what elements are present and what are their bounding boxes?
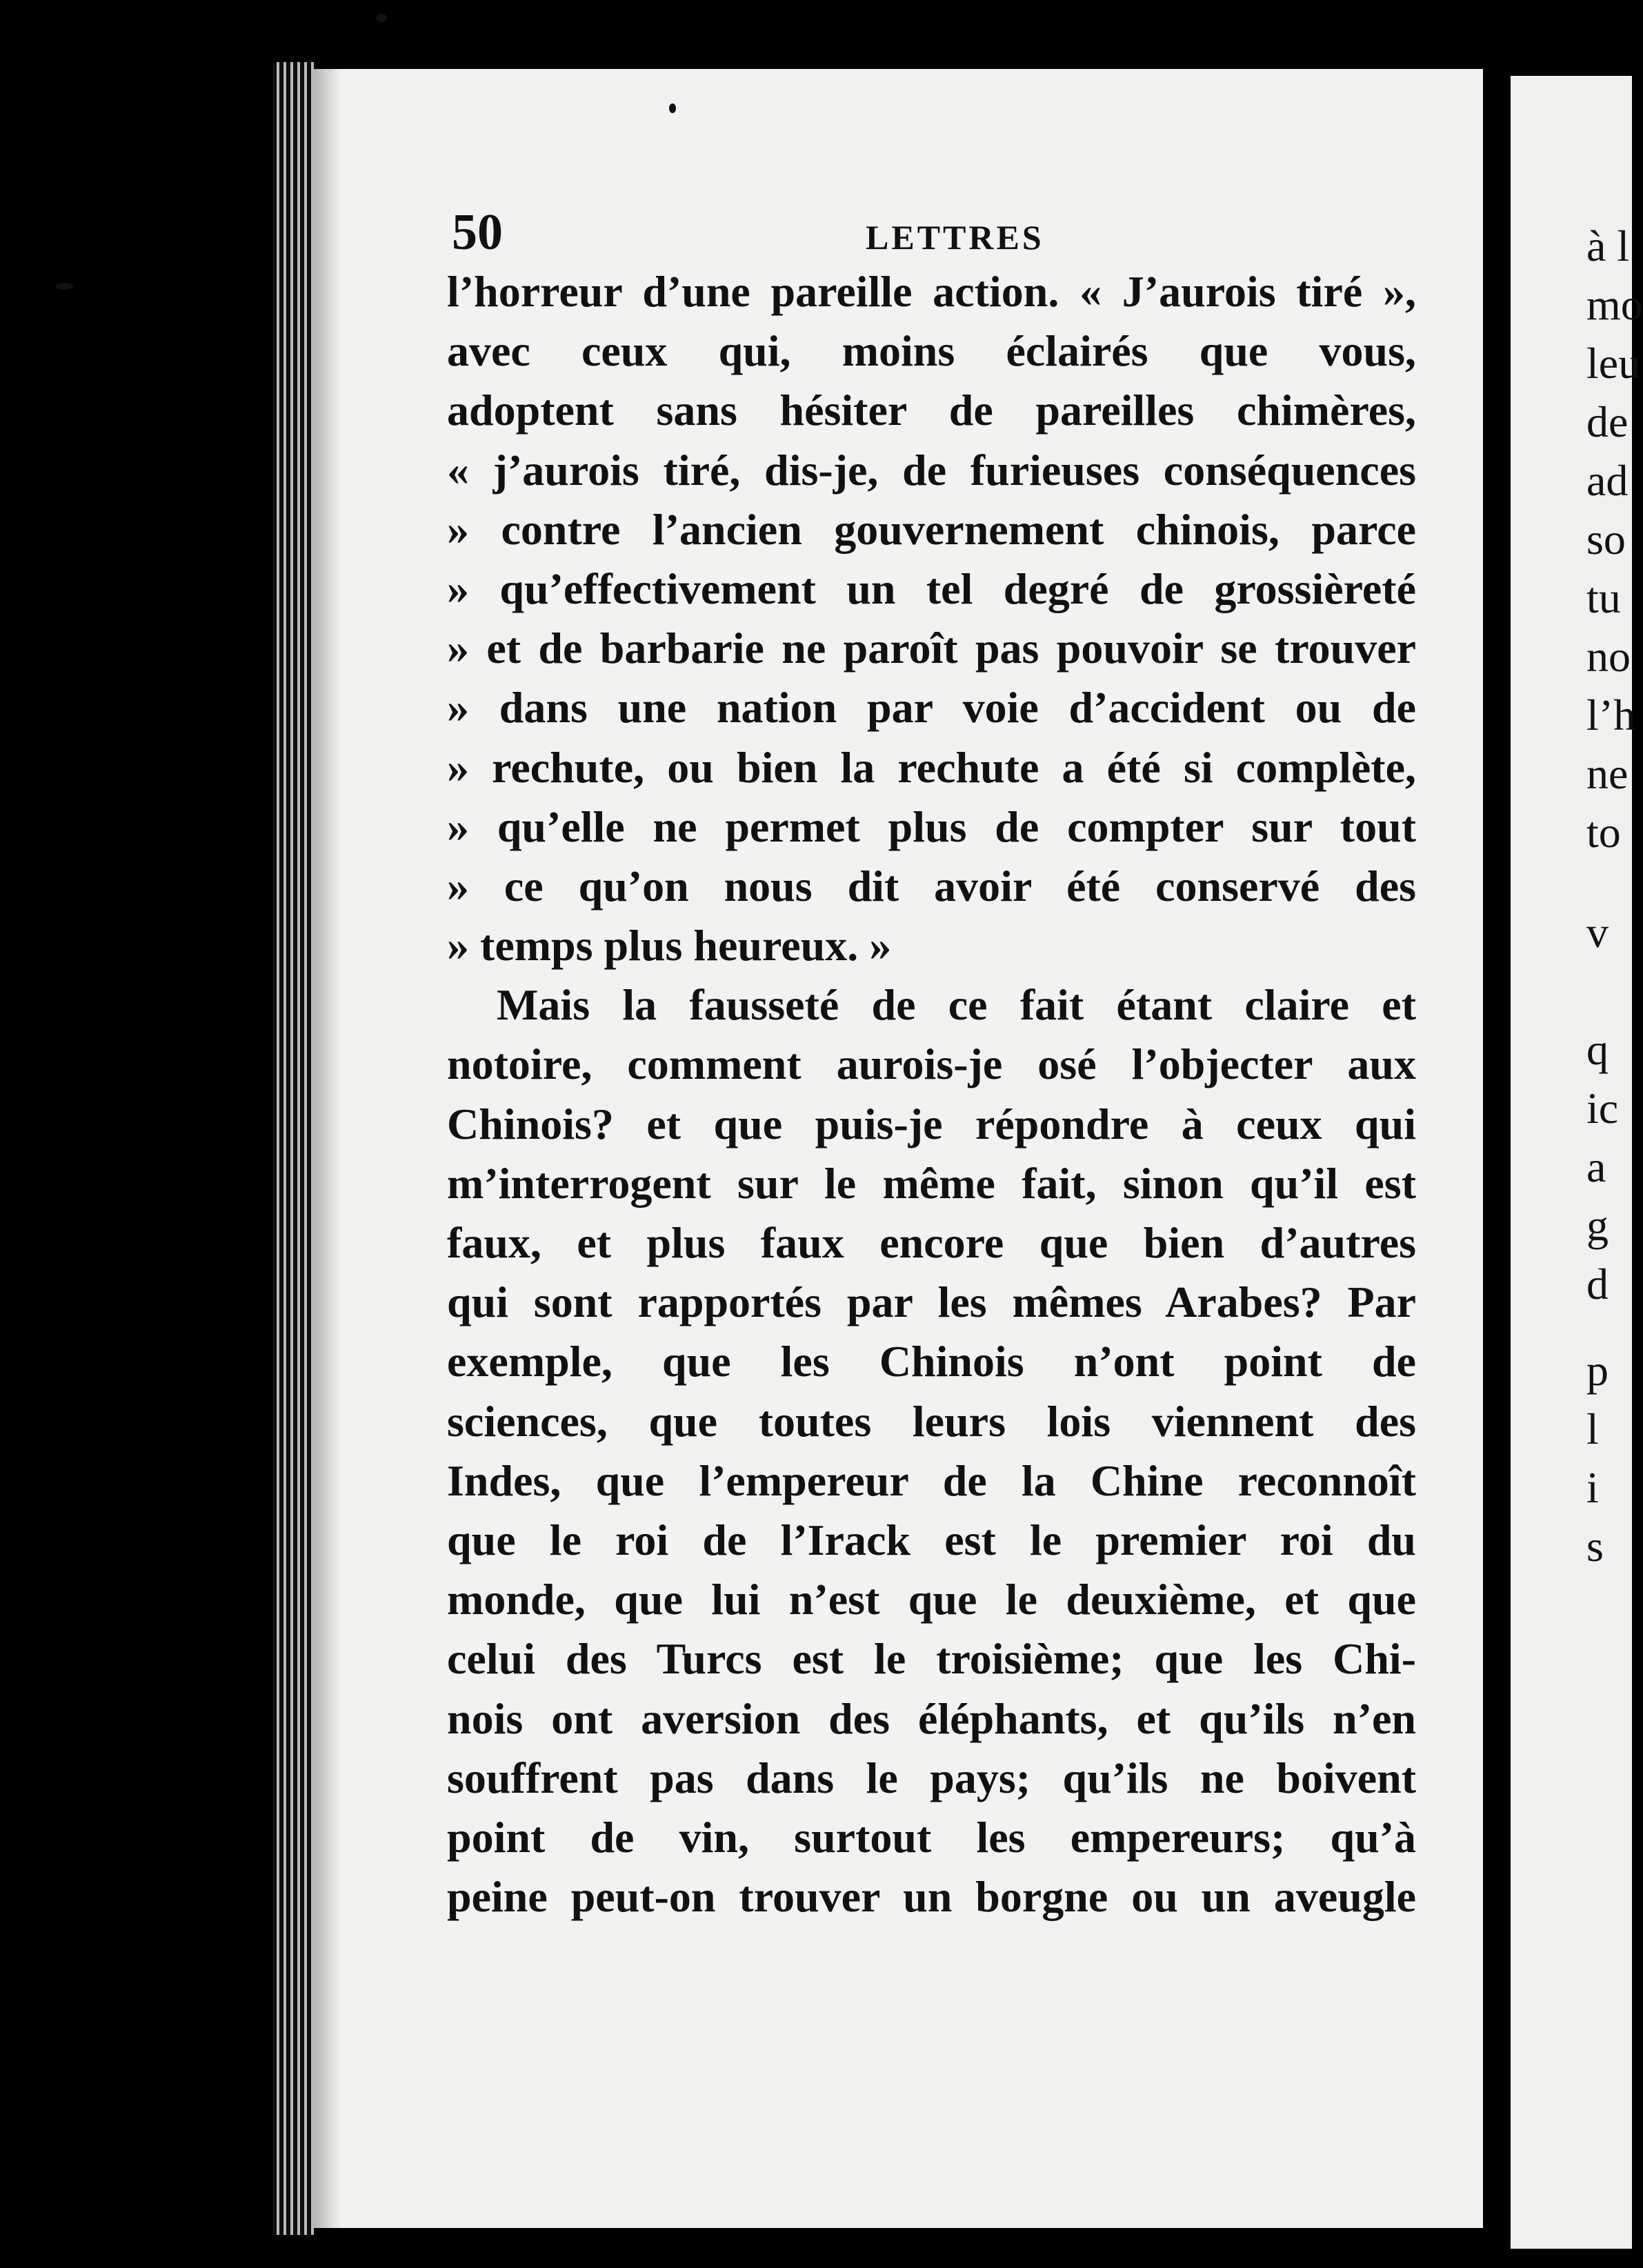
facing-page-fragment: v [1586, 908, 1609, 957]
text-line: sciences, que toutes leurs lois viennent des [447, 1396, 1416, 1446]
text-line: monde, que lui n’est que le deuxième, et que [447, 1575, 1416, 1624]
facing-page-fragment: to [1586, 808, 1621, 857]
text-line: notoire, comment aurois-je osé l’objecter aux [447, 1040, 1416, 1089]
page-body [447, 262, 1416, 1927]
gutter-shadow [314, 69, 341, 2228]
text-line: faux, et plus faux encore que bien d’autres [447, 1218, 1416, 1267]
facing-page [1511, 76, 1643, 2249]
text-line: » dans une nation par voie d’accident ou de [447, 683, 1416, 733]
facing-page-fragment: g [1586, 1201, 1609, 1250]
text-line: » ce qu’on nous dit avoir été conservé des [447, 861, 1416, 911]
text-line: peine peut-on trouver un borgne ou un aveugle [447, 1872, 1416, 1922]
facing-page-fragment: d [1586, 1260, 1609, 1309]
text-line: Indes, que l’empereur de la Chine reconnoît [447, 1455, 1416, 1505]
text-line: qui sont rapportés par les mêmes Arabes? Par [447, 1277, 1416, 1327]
text-line: celui des Turcs est le troisième; que les Chi- [447, 1634, 1416, 1684]
text-line: « j’aurois tiré, dis-je, de furieuses conséquences [447, 445, 1416, 495]
text-line: » qu’elle ne permet plus de compter sur tout [447, 802, 1416, 851]
facing-page-fragment: l’h [1586, 690, 1636, 739]
text-line: » rechute, ou bien la rechute a été si complète, [447, 742, 1416, 792]
facing-page-fragment: q [1586, 1025, 1609, 1074]
text-line: » temps plus heureux. » [447, 921, 892, 971]
paragraph-first-line: Mais la fausseté de ce fait étant claire et [497, 980, 1416, 1030]
facing-page-fragment: no [1586, 632, 1631, 681]
facing-page-fragment: p [1586, 1346, 1609, 1395]
page-number: 50 [452, 204, 503, 261]
facing-page-fragment: leu [1586, 339, 1641, 388]
facing-page-fragment: ad [1586, 456, 1629, 505]
text-line: » qu’effectivement un tel degré de grossièreté [447, 564, 1416, 613]
page-header [452, 203, 1417, 259]
facing-page-fragment: i [1586, 1463, 1599, 1512]
facing-page-fragment: a [1586, 1142, 1606, 1191]
ink-speck [55, 283, 73, 290]
facing-page-fragment: à l [1586, 221, 1630, 270]
text-line: adoptent sans hésiter de pareilles chimères, [447, 386, 1416, 435]
facing-page-fragment: tu [1586, 573, 1621, 622]
running-head: LETTRES [866, 218, 1044, 257]
text-line: souffrent pas dans le pays; qu’ils ne boivent [447, 1753, 1416, 1802]
text-line: que le roi de l’Irack est le premier roi du [447, 1515, 1416, 1564]
ink-speck [669, 103, 676, 113]
facing-page-fragment: so [1586, 515, 1626, 564]
text-line: exemple, que les Chinois n’ont point de [447, 1337, 1416, 1386]
facing-page-fragment: de [1586, 397, 1629, 446]
text-line: nois ont aversion des éléphants, et qu’ils n’en [447, 1693, 1416, 1743]
facing-page-fragment: l [1586, 1404, 1599, 1453]
facing-page-fragment: ne [1586, 749, 1629, 798]
text-line: l’horreur d’une pareille action. « J’aurois tiré », [447, 267, 1416, 316]
facing-page-fragment: mo [1586, 280, 1643, 329]
facing-page-fragment: ic [1586, 1084, 1619, 1133]
text-line: » et de barbarie ne paroît pas pouvoir se trouver [447, 624, 1416, 673]
text-line: m’interrogent sur le même fait, sinon qu’il est [447, 1158, 1416, 1208]
text-line: Chinois? et que puis-je répondre à ceux qui [447, 1099, 1416, 1148]
text-line: point de vin, surtout les empereurs; qu’à [447, 1812, 1416, 1862]
text-line: avec ceux qui, moins éclairés que vous, [447, 326, 1416, 376]
ink-speck [376, 14, 387, 22]
facing-page-fragment: s [1586, 1522, 1604, 1571]
text-line: » contre l’ancien gouvernement chinois, parce [447, 504, 1416, 554]
book-edge [272, 62, 314, 2235]
